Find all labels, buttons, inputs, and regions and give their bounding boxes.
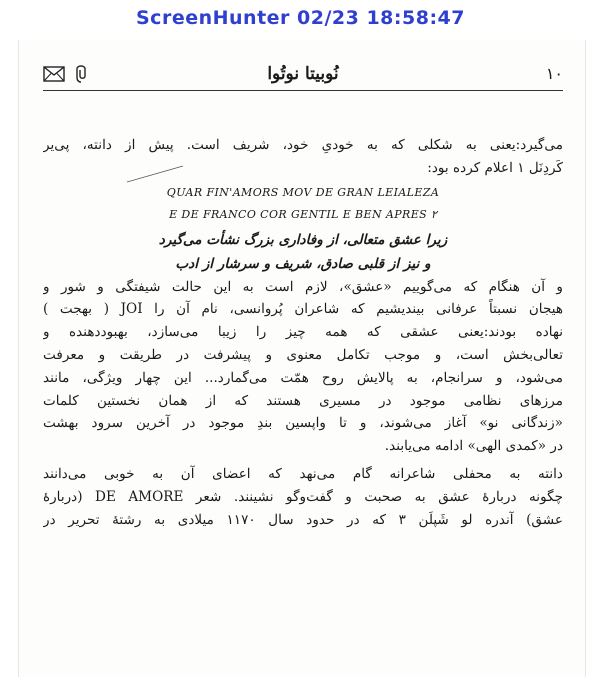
latin-verse-line: E DE FRANCO COR GENTIL E BEN APRES ۲: [169, 207, 437, 221]
text-line: «زندگانی نو» آغاز می‌شوند، و تا واپسین بندِ موجود در آخرین سرود بهشت: [43, 415, 563, 432]
text-line: کَردِنَل ۱ اعلام کرده بود:: [427, 159, 563, 176]
paragraph-2: [43, 276, 563, 458]
text-line: نهاده بودند:یعنی عشقی که همه چیز را زیبا می‌سازد، بهبوددهنده و: [43, 324, 563, 341]
persian-verse-line: زیرا عشق متعالی، از وفاداری بزرگ نشأت می‌گیرد: [158, 231, 448, 248]
page-number: ۱۰: [545, 64, 563, 83]
body-text: [43, 134, 563, 531]
text-line: و آن هنگام که می‌گوییم «عشق»، لازم است به این حالت شیفتگی و شور و: [43, 278, 563, 295]
paragraph-3: [43, 463, 563, 531]
paragraph-1: [43, 134, 563, 180]
screenhunter-watermark: ScreenHunter 02/23 18:58:47: [136, 7, 465, 29]
running-title: نُوبيتا نوتُوا: [267, 64, 339, 84]
text-line: می‌شود، و سرانجام، به پالایش روح همّت می‌گمارد... این چهار ویژگی، مانند: [43, 369, 563, 386]
text-line: عشق) آندره لو شَپلَن ۳ که در حدود سال ۱۱۷۰ میلادی به رشتهٔ تحریر در: [43, 511, 563, 528]
text-line: می‌گیرد:یعنی به شکلی که به خودیِ خود، شریف است. پیش از دانته، پی‌یر: [43, 137, 563, 153]
text-line: مرزهای نظامی موجود در مسیری هستند که از همان نخستین کلمات: [43, 392, 563, 409]
text-line: دانته به محفلی شاعرانه گام می‌نهد که اعضای آن به خوبی می‌دانند: [43, 465, 563, 482]
text-line: تعالی‌بخش است، و موجب تکامل معنوی و پیشرفت در طریقت و معرفت: [43, 346, 563, 363]
text-line: هیجان نسبتاً عرفانی بیندیشیم که شاعران پُروانسی، نام آن را JOI ( بهجت ): [43, 301, 563, 318]
persian-verse-line: و نیز از قلبی صادق، شریف و سرشار از ادب: [175, 255, 431, 272]
text-line: در «کمدی الهی» ادامه می‌یابند.: [384, 438, 563, 455]
book-page: [18, 40, 586, 677]
text-line: چگونه دربارهٔ عشق به صحبت و گفت‌وگو نشینند. شعر DE AMORE (دربارهٔ: [43, 488, 563, 505]
latin-verse-line: QUAR FIN'AMORS MOV DE GRAN LEIALEZA: [166, 185, 440, 199]
page-header: [43, 62, 563, 91]
